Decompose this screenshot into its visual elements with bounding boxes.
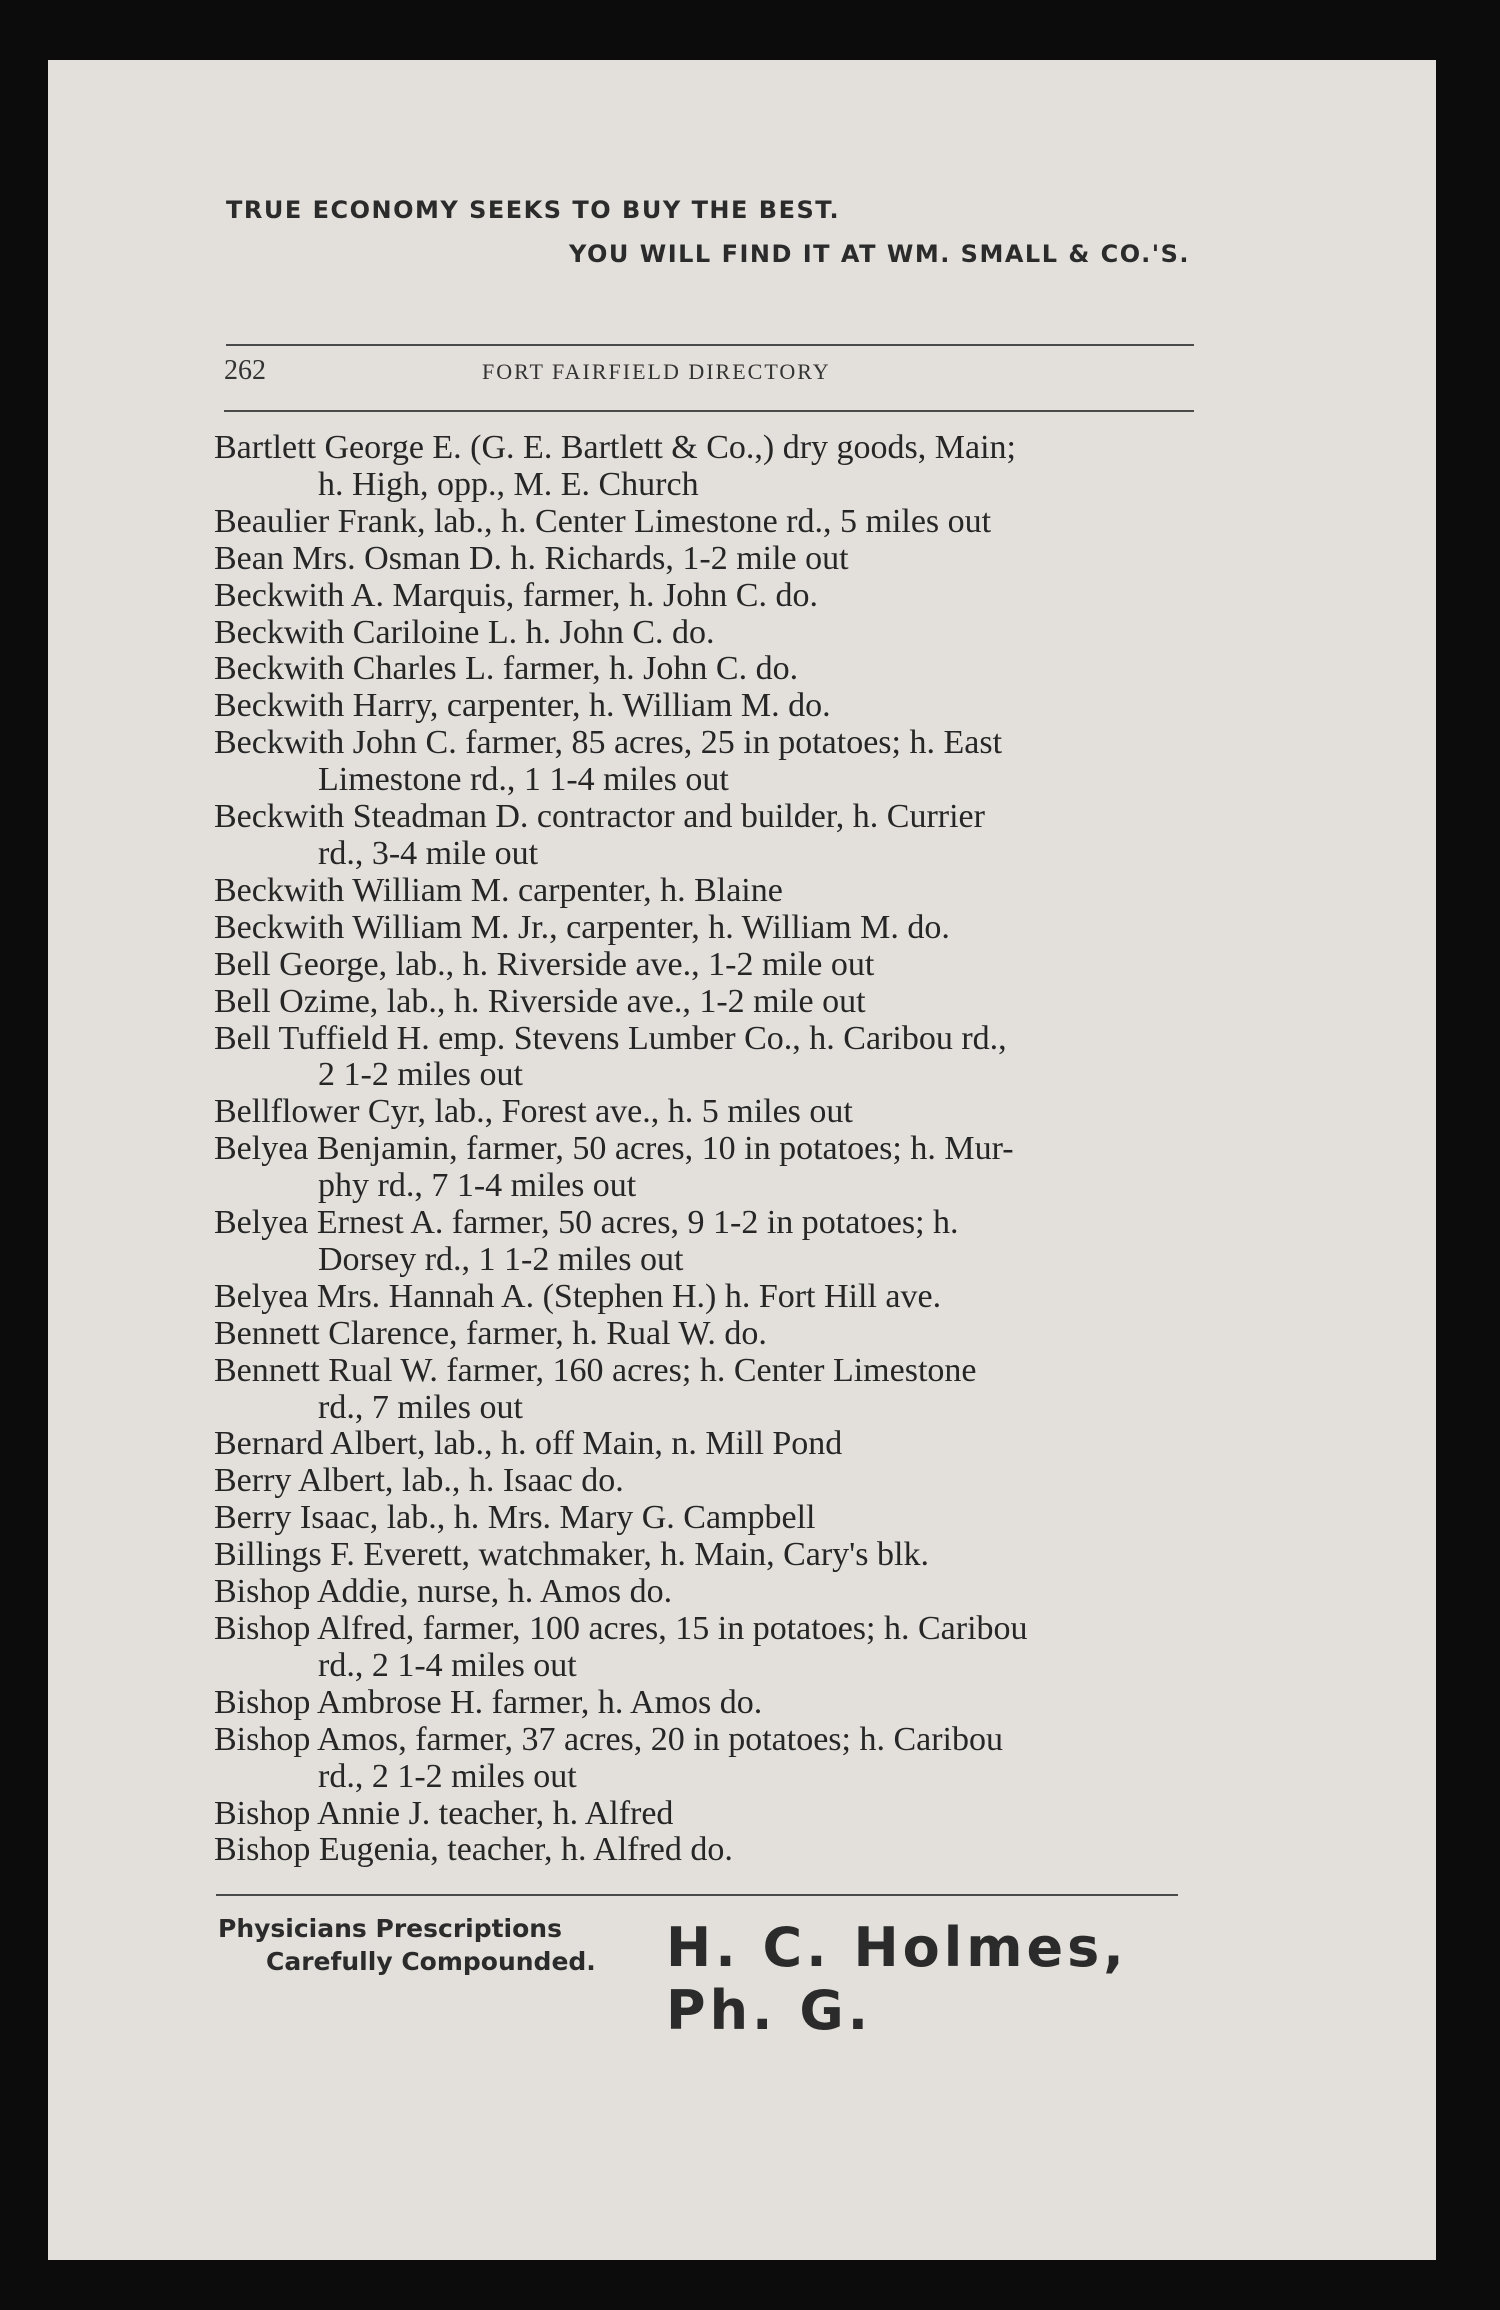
directory-entry [214, 725, 1200, 799]
bottom-ad-rule [216, 1894, 1178, 1896]
directory-entry [214, 1021, 1200, 1095]
directory-entry [214, 1832, 1200, 1869]
directory-entry [214, 1685, 1200, 1722]
entry-line: Bell Ozime, lab., h. Riverside ave., 1-2 mile out [214, 982, 866, 1020]
entry-line: Bishop Alfred, farmer, 100 acres, 15 in potatoes; h. Caribou [214, 1610, 1028, 1647]
directory-entry [214, 651, 1200, 688]
page-title: FORT FAIRFIELD DIRECTORY [482, 359, 831, 384]
directory-entry [214, 1611, 1200, 1685]
directory-entry [214, 1500, 1200, 1537]
entry-continuation: rd., 7 miles out [318, 1388, 523, 1426]
directory-entry [214, 1353, 1200, 1427]
directory-entry [214, 1722, 1200, 1796]
entry-line: Beckwith Harry, carpenter, h. William M. do. [214, 687, 831, 725]
directory-entry [214, 1205, 1200, 1279]
directory-entry [214, 1574, 1200, 1611]
directory-entry [214, 1279, 1200, 1316]
directory-entry [214, 873, 1200, 910]
entry-continuation: 2 1-2 miles out [318, 1056, 523, 1094]
top-advertisement [226, 196, 1194, 268]
entry-line: Bellflower Cyr, lab., Forest ave., h. 5 miles out [214, 1093, 853, 1131]
header-rule [224, 410, 1194, 412]
entry-line: Bishop Ambrose H. farmer, h. Amos do. [214, 1683, 763, 1721]
pharmacist-name: H. C. Holmes, Ph. G. [666, 1916, 1128, 2042]
directory-entry [214, 1796, 1200, 1833]
entry-line: Belyea Ernest A. farmer, 50 acres, 9 1-2 in potatoes; h. [214, 1204, 959, 1242]
entry-line: Bishop Amos, farmer, 37 acres, 20 in potatoes; h. Caribou [214, 1720, 1004, 1758]
entry-line: Bell George, lab., h. Riverside ave., 1-2 mile out [214, 945, 875, 983]
directory-entry [214, 615, 1200, 652]
entry-line: Billings F. Everett, watchmaker, h. Main, Cary's blk. [214, 1536, 929, 1574]
entry-line: Belyea Benjamin, farmer, 50 acres, 10 in potatoes; h. Mur- [214, 1130, 1014, 1168]
top-ad-line-1: TRUE ECONOMY SEEKS TO BUY THE BEST. [226, 196, 841, 224]
entry-line: Beckwith Steadman D. contractor and builder, h. Currier [214, 798, 985, 836]
bottom-ad-line-2: Carefully Compounded. [266, 1947, 596, 1976]
entry-line: Beckwith William M. carpenter, h. Blaine [214, 871, 783, 909]
directory-entry [214, 1426, 1200, 1463]
directory-entry [214, 1316, 1200, 1353]
entry-continuation: rd., 2 1-4 miles out [318, 1646, 577, 1684]
directory-entry [214, 688, 1200, 725]
directory-entry [214, 430, 1200, 504]
entry-line: Bell Tuffield H. emp. Stevens Lumber Co., h. Caribou rd., [214, 1019, 1007, 1057]
entry-line: Beckwith A. Marquis, farmer, h. John C. do. [214, 576, 818, 614]
entry-line: Bishop Annie J. teacher, h. Alfred [214, 1794, 674, 1832]
entry-line: Belyea Mrs. Hannah A. (Stephen H.) h. Fort Hill ave. [214, 1277, 942, 1315]
directory-entry [214, 1463, 1200, 1500]
directory-entry [214, 947, 1200, 984]
entry-continuation: rd., 3-4 mile out [318, 834, 539, 872]
entry-line: Bishop Eugenia, teacher, h. Alfred do. [214, 1831, 733, 1869]
top-ad-rule [226, 344, 1194, 346]
entry-line: Berry Albert, lab., h. Isaac do. [214, 1462, 624, 1500]
entry-continuation: h. High, opp., M. E. Church [318, 465, 699, 503]
entry-continuation: rd., 2 1-2 miles out [318, 1757, 577, 1795]
entry-continuation: Limestone rd., 1 1-4 miles out [318, 761, 729, 799]
page-number: 262 [224, 355, 266, 386]
entry-line: Beaulier Frank, lab., h. Center Limestone rd., 5 miles out [214, 502, 992, 540]
entry-line: Bishop Addie, nurse, h. Amos do. [214, 1573, 673, 1611]
directory-entry [214, 910, 1200, 947]
entry-line: Bennett Clarence, farmer, h. Rual W. do. [214, 1314, 767, 1352]
directory-entry [214, 1094, 1200, 1131]
bottom-ad-tagline [218, 1912, 596, 1978]
directory-entry [214, 578, 1200, 615]
bottom-advertisement [218, 1912, 1194, 2042]
directory-entry [214, 541, 1200, 578]
directory-entry [214, 1537, 1200, 1574]
directory-entry [214, 984, 1200, 1021]
entry-line: Bean Mrs. Osman D. h. Richards, 1-2 mile out [214, 539, 849, 577]
entry-continuation: Dorsey rd., 1 1-2 miles out [318, 1240, 684, 1278]
top-ad-line-2: YOU WILL FIND IT AT WM. SMALL & CO.'S. [568, 240, 1190, 268]
directory-entries [214, 430, 1200, 1869]
page-header [224, 355, 1194, 395]
entry-line: Beckwith Cariloine L. h. John C. do. [214, 613, 715, 651]
entry-line: Bernard Albert, lab., h. off Main, n. Mill Pond [214, 1425, 843, 1463]
directory-entry [214, 799, 1200, 873]
entry-line: Beckwith William M. Jr., carpenter, h. William M. do. [214, 908, 950, 946]
entry-line: Berry Isaac, lab., h. Mrs. Mary G. Campbell [214, 1499, 816, 1537]
entry-line: Beckwith John C. farmer, 85 acres, 25 in potatoes; h. East [214, 724, 1003, 762]
bottom-ad-line-1: Physicians Prescriptions [218, 1914, 562, 1943]
entry-line: Bartlett George E. (G. E. Bartlett & Co.,) dry goods, Main; [214, 429, 1017, 466]
entry-continuation: phy rd., 7 1-4 miles out [318, 1167, 637, 1205]
directory-entry [214, 1131, 1200, 1205]
entry-line: Bennett Rual W. farmer, 160 acres; h. Center Limestone [214, 1351, 977, 1389]
directory-entry [214, 504, 1200, 541]
entry-line: Beckwith Charles L. farmer, h. John C. do. [214, 650, 799, 688]
